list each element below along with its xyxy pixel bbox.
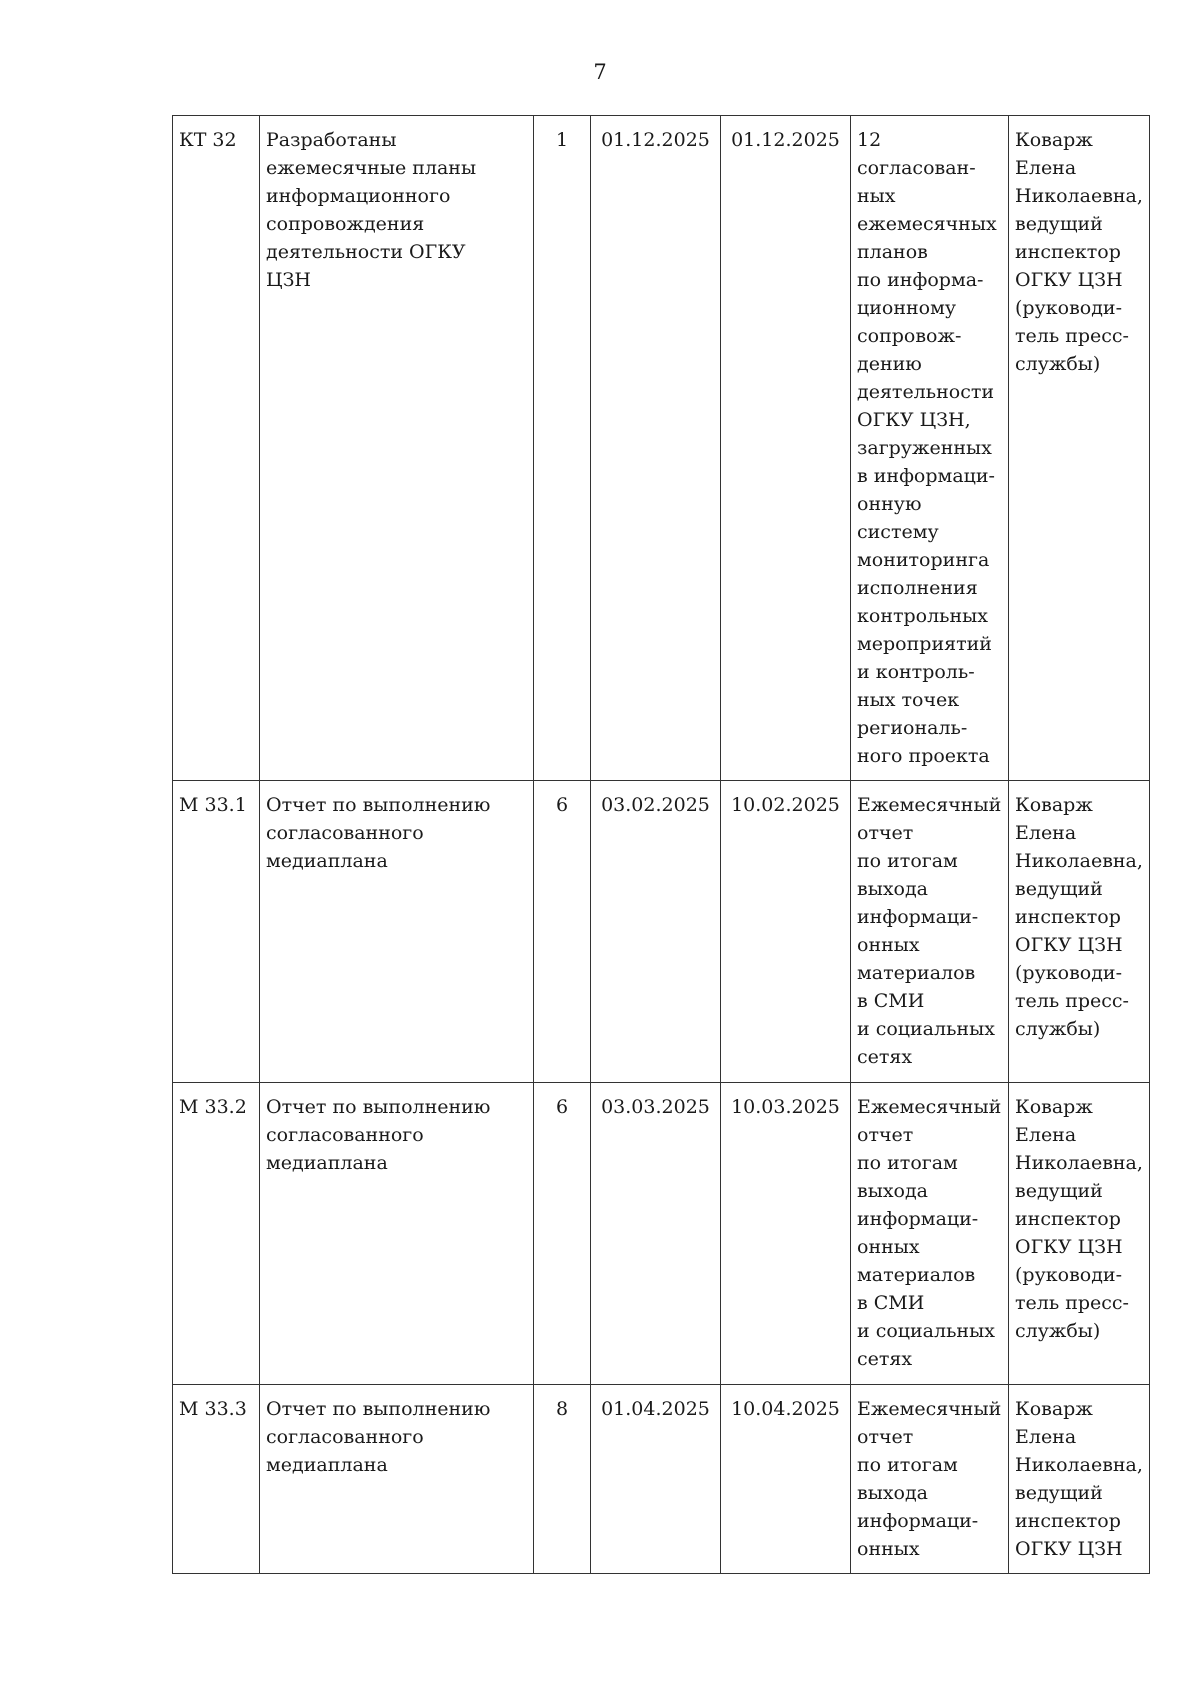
cell-end-date: 01.12.2025 bbox=[721, 116, 851, 781]
cell-start-date: 03.03.2025 bbox=[591, 1083, 721, 1385]
cell-start-date: 01.04.2025 bbox=[591, 1385, 721, 1574]
cell-end-date: 10.03.2025 bbox=[721, 1083, 851, 1385]
cell-responsible: Коварж Елена Николаевна, ведущий инспектор ОГКУ ЦЗН (руководи- тель пресс- службы) bbox=[1009, 116, 1150, 781]
table-row bbox=[173, 116, 1150, 781]
cell-start-date: 03.02.2025 bbox=[591, 781, 721, 1083]
table-row bbox=[173, 1083, 1150, 1385]
cell-code: КТ 32 bbox=[173, 116, 260, 781]
cell-duration: 6 bbox=[534, 781, 591, 1083]
table-row bbox=[173, 781, 1150, 1083]
cell-code: М 33.3 bbox=[173, 1385, 260, 1574]
cell-name: Отчет по выполнению согласованного медиаплана bbox=[260, 1385, 534, 1574]
cell-result: Ежемесячный отчет по итогам выхода информаци- онных материалов в СМИ и социальных сетях bbox=[851, 781, 1009, 1083]
cell-result: Ежемесячный отчет по итогам выхода информаци- онных bbox=[851, 1385, 1009, 1574]
cell-result: Ежемесячный отчет по итогам выхода информаци- онных материалов в СМИ и социальных сетях bbox=[851, 1083, 1009, 1385]
cell-name: Отчет по выполнению согласованного медиаплана bbox=[260, 781, 534, 1083]
page-number: 7 bbox=[593, 60, 607, 84]
cell-code: М 33.1 bbox=[173, 781, 260, 1083]
cell-duration: 1 bbox=[534, 116, 591, 781]
cell-start-date: 01.12.2025 bbox=[591, 116, 721, 781]
cell-end-date: 10.02.2025 bbox=[721, 781, 851, 1083]
cell-responsible: Коварж Елена Николаевна, ведущий инспектор ОГКУ ЦЗН bbox=[1009, 1385, 1150, 1574]
table-row bbox=[173, 1385, 1150, 1574]
document-table bbox=[172, 115, 1150, 1574]
cell-responsible: Коварж Елена Николаевна, ведущий инспектор ОГКУ ЦЗН (руководи- тель пресс- службы) bbox=[1009, 1083, 1150, 1385]
cell-responsible: Коварж Елена Николаевна, ведущий инспектор ОГКУ ЦЗН (руководи- тель пресс- службы) bbox=[1009, 781, 1150, 1083]
cell-name: Отчет по выполнению согласованного медиаплана bbox=[260, 1083, 534, 1385]
cell-duration: 6 bbox=[534, 1083, 591, 1385]
cell-name: Разработаны ежемесячные планы информационного сопровождения деятельности ОГКУ ЦЗН bbox=[260, 116, 534, 781]
cell-end-date: 10.04.2025 bbox=[721, 1385, 851, 1574]
cell-result: 12 согласован- ных ежемесячных планов по информа- ционному сопровож- дению деятельности ОГКУ ЦЗН, загруженных в информаци- онную систему мониторинга исполнения контрольных мероприятий и контроль- ных точек региональ- ного проекта bbox=[851, 116, 1009, 781]
cell-code: М 33.2 bbox=[173, 1083, 260, 1385]
cell-duration: 8 bbox=[534, 1385, 591, 1574]
